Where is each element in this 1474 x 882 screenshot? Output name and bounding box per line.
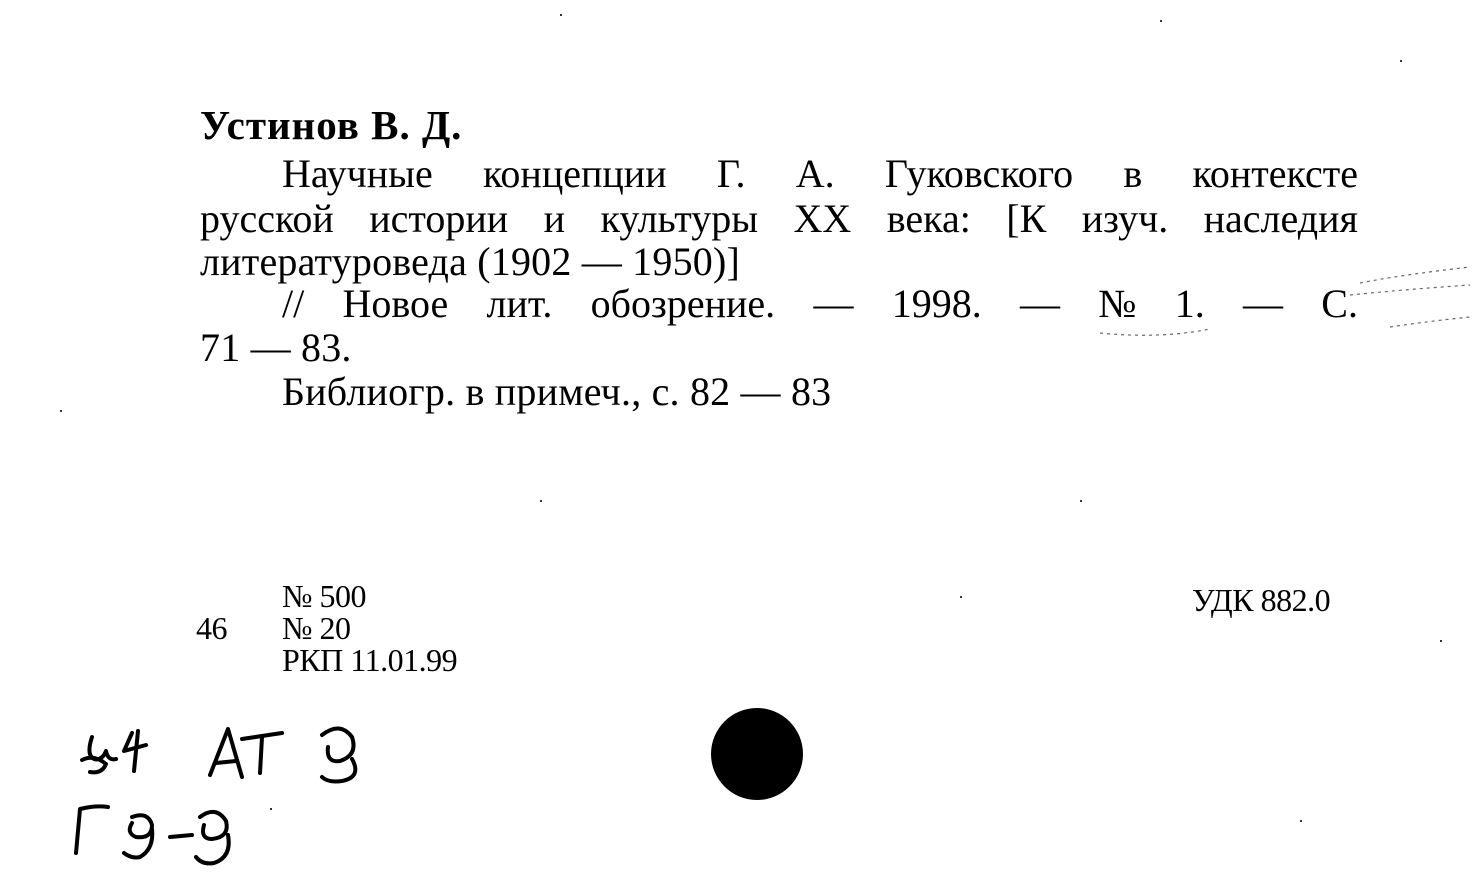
word: культуры: [600, 196, 759, 241]
title-line-2: [200, 197, 1358, 241]
word: №: [1098, 281, 1137, 326]
word: изуч.: [1081, 196, 1169, 241]
pencil-mark: [1100, 255, 1474, 345]
word: —: [813, 281, 854, 326]
word: и: [543, 196, 566, 241]
word: истории: [369, 196, 509, 241]
paper-speck: [270, 808, 272, 810]
word: С.: [1321, 281, 1358, 326]
paper-speck: [1300, 820, 1302, 822]
word: XX: [793, 196, 852, 241]
author-name: Устинов В. Д.: [200, 102, 463, 148]
word: Гуковского: [884, 151, 1074, 196]
word: —: [1243, 281, 1284, 326]
handwritten-shelfmark: [60, 705, 380, 875]
title-line-3: литературоведа (1902 — 1950)]: [200, 239, 741, 284]
punch-hole: [711, 708, 803, 800]
word: обозрение.: [590, 281, 776, 326]
word: концепции: [483, 151, 667, 196]
word: в: [1123, 151, 1143, 196]
word: Научные: [282, 151, 433, 196]
title-line-1: [282, 152, 1358, 196]
paper-speck: [1400, 60, 1402, 62]
word: наследия: [1203, 196, 1358, 241]
rkp-date: РКП 11.01.99: [282, 642, 458, 678]
word: —: [1020, 281, 1060, 326]
paper-speck: [1080, 500, 1082, 502]
word: века:: [886, 196, 971, 241]
paper-speck: [1160, 20, 1162, 22]
word: 1.: [1174, 281, 1205, 326]
word: //: [282, 281, 305, 326]
word: Новое: [342, 281, 449, 326]
word: русской: [200, 196, 334, 241]
paper-speck: [540, 500, 542, 502]
paper-speck: [560, 14, 562, 16]
word: [К: [1006, 196, 1047, 241]
word: А.: [795, 151, 835, 196]
paper-speck: [1440, 640, 1442, 642]
word: контексте: [1192, 151, 1358, 196]
word: Г.: [716, 151, 746, 196]
word: 1998.: [891, 281, 982, 326]
page-number: 46: [196, 610, 227, 646]
paper-speck: [960, 596, 962, 598]
udk-code: УДК 882.0: [1192, 582, 1331, 618]
card-number-500: № 500: [282, 578, 367, 614]
bibliography-note: Библиогр. в примеч., с. 82 — 83: [282, 369, 832, 414]
source-line-2: 71 — 83.: [200, 325, 352, 370]
word: лит.: [486, 281, 553, 326]
paper-speck: [60, 410, 62, 412]
card-number-20: № 20: [282, 610, 351, 646]
